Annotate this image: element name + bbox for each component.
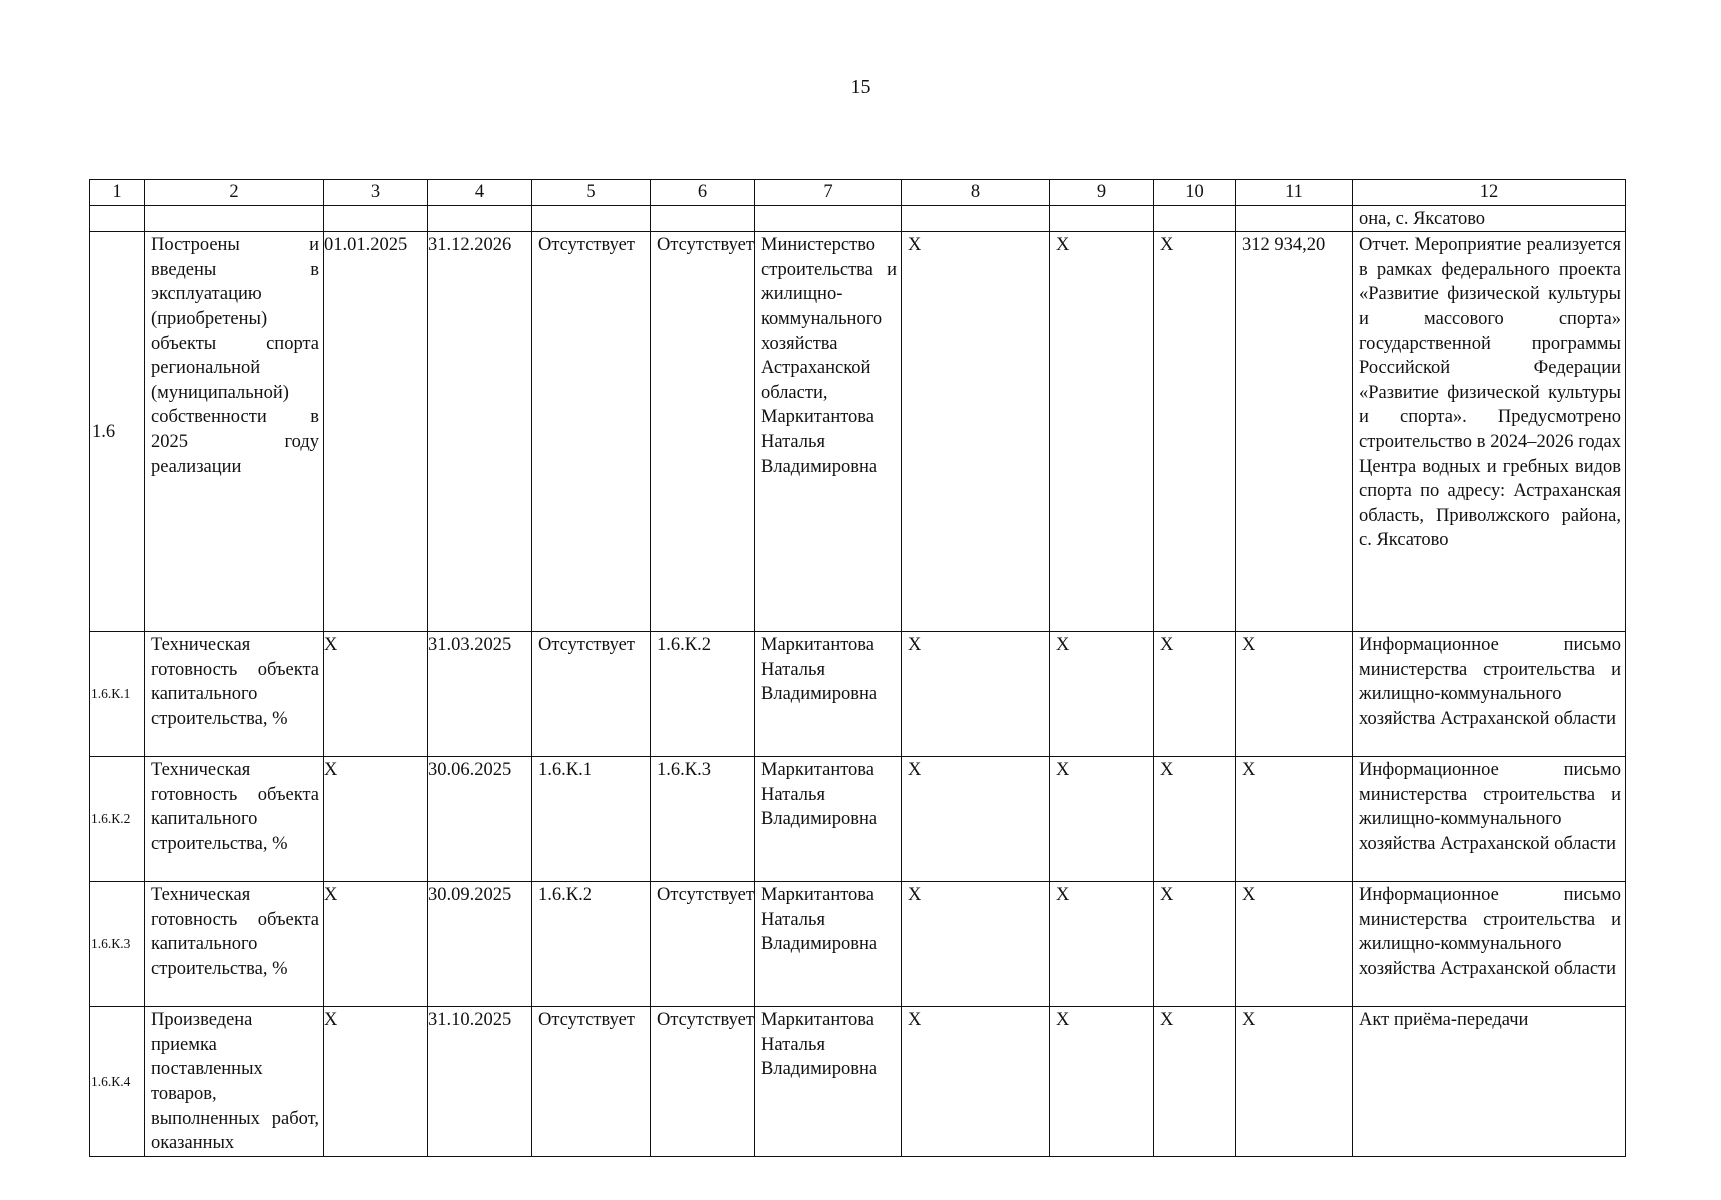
event-name: Техническая готовность объекта капитального строительства, %: [145, 882, 324, 1007]
end-date: 31.03.2025: [428, 632, 532, 757]
table-row: [90, 882, 1626, 1007]
event-name: Техническая готовность объекта капитального строительства, %: [145, 632, 324, 757]
col10-value: X: [1154, 882, 1236, 1007]
event-name: Построены и введены в эксплуатацию (приобретены) объекты спорта региональной (муниципальной) собственности в 2025 году реализации: [145, 232, 324, 632]
predecessor: Отсутствует: [532, 632, 651, 757]
row-number: 1.6.К.4: [90, 1007, 145, 1157]
responsible: Маркитантова Наталья Владимировна: [755, 882, 902, 1007]
row-number: 1.6.К.1: [90, 632, 145, 757]
column-number: 12: [1353, 180, 1626, 206]
predecessor: 1.6.К.2: [532, 882, 651, 1007]
responsible: Маркитантова Наталья Владимировна: [755, 632, 902, 757]
column-number: 2: [145, 180, 324, 206]
col9-value: X: [1050, 1007, 1154, 1157]
row-number: 1.6.К.3: [90, 882, 145, 1007]
column-number-row: [90, 180, 1626, 206]
end-date: 31.10.2025: [428, 1007, 532, 1157]
col8-value: X: [902, 1007, 1050, 1157]
document-description: Информационное письмо министерства строительства и жилищно-коммунального хозяйства Астраханской области: [1353, 632, 1626, 757]
successor: Отсутствует: [651, 1007, 755, 1157]
start-date: X: [324, 882, 428, 1007]
column-number: 11: [1236, 180, 1353, 206]
col10-value: X: [1154, 632, 1236, 757]
col10-value: X: [1154, 757, 1236, 882]
row-number: 1.6.К.2: [90, 757, 145, 882]
col8-value: X: [902, 632, 1050, 757]
col8-value: X: [902, 757, 1050, 882]
plan-table: [89, 179, 1626, 1157]
start-date: X: [324, 632, 428, 757]
successor: Отсутствует: [651, 232, 755, 632]
col10-value: X: [1154, 1007, 1236, 1157]
column-number: 9: [1050, 180, 1154, 206]
predecessor: Отсутствует: [532, 232, 651, 632]
column-number: 1: [90, 180, 145, 206]
responsible: Маркитантова Наталья Владимировна: [755, 1007, 902, 1157]
continuation-row: [90, 205, 1626, 232]
table-row: [90, 232, 1626, 632]
funding-amount: X: [1236, 1007, 1353, 1157]
funding-amount: X: [1236, 882, 1353, 1007]
funding-amount: X: [1236, 757, 1353, 882]
event-name: Произведена приемка поставленных товаров, выполненных работ, оказанных: [145, 1007, 324, 1157]
col9-value: X: [1050, 882, 1154, 1007]
start-date: 01.01.2025: [324, 232, 428, 632]
table-row: [90, 1007, 1626, 1157]
event-name: Техническая готовность объекта капитального строительства, %: [145, 757, 324, 882]
successor: 1.6.К.2: [651, 632, 755, 757]
col9-value: X: [1050, 632, 1154, 757]
end-date: 30.09.2025: [428, 882, 532, 1007]
table-row: [90, 632, 1626, 757]
column-number: 10: [1154, 180, 1236, 206]
col8-value: X: [902, 882, 1050, 1007]
responsible: Маркитантова Наталья Владимировна: [755, 757, 902, 882]
end-date: 30.06.2025: [428, 757, 532, 882]
document-description: Отчет. Мероприятие реализуется в рамках федерального проекта «Развитие физической культуры и массового спорта» государственной программы Российской Федерации «Развитие физической культуры и спорта». Предусмотрено строительство в 2024–2026 годах Центра водных и гребных видов спорта по адресу: Астраханская область, Приволжского района, с. Яксатово: [1353, 232, 1626, 632]
row-number: 1.6: [90, 232, 145, 632]
successor: 1.6.К.3: [651, 757, 755, 882]
start-date: X: [324, 1007, 428, 1157]
column-number: 7: [755, 180, 902, 206]
col9-value: X: [1050, 232, 1154, 632]
column-number: 5: [532, 180, 651, 206]
column-number: 3: [324, 180, 428, 206]
responsible: Министерство строительства и жилищно-коммунального хозяйства Астраханской области, Маркитантова Наталья Владимировна: [755, 232, 902, 632]
column-number: 6: [651, 180, 755, 206]
column-number: 4: [428, 180, 532, 206]
funding-amount: 312 934,20: [1236, 232, 1353, 632]
successor: Отсутствует: [651, 882, 755, 1007]
document-description: Акт приёма-передачи: [1353, 1007, 1626, 1157]
column-number: 8: [902, 180, 1050, 206]
col9-value: X: [1050, 757, 1154, 882]
end-date: 31.12.2026: [428, 232, 532, 632]
predecessor: 1.6.К.1: [532, 757, 651, 882]
page-number: 15: [850, 76, 871, 98]
funding-amount: X: [1236, 632, 1353, 757]
document-description: Информационное письмо министерства строительства и жилищно-коммунального хозяйства Астраханской области: [1353, 757, 1626, 882]
col8-value: X: [902, 232, 1050, 632]
start-date: X: [324, 757, 428, 882]
continuation-text: она, с. Яксатово: [1353, 205, 1626, 232]
predecessor: Отсутствует: [532, 1007, 651, 1157]
table-row: [90, 757, 1626, 882]
document-description: Информационное письмо министерства строительства и жилищно-коммунального хозяйства Астраханской области: [1353, 882, 1626, 1007]
col10-value: X: [1154, 232, 1236, 632]
